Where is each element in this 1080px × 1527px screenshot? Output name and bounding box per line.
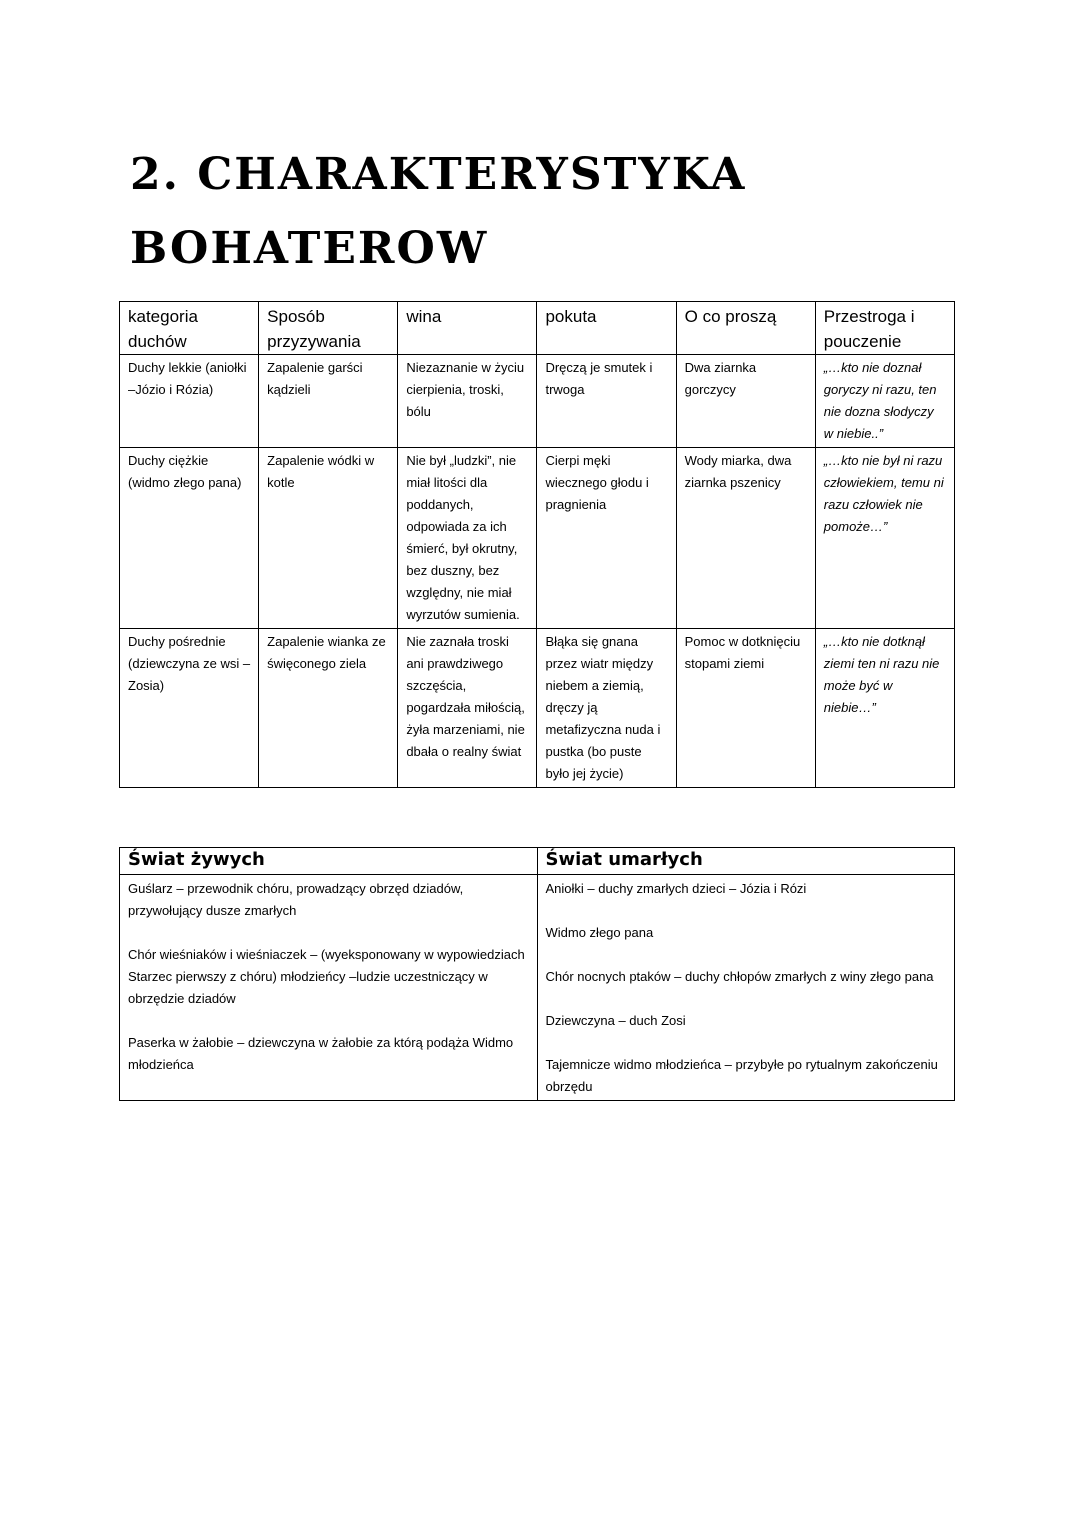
table-cell: Zapalenie wianka ze święconego ziela — [259, 629, 398, 788]
table-cell: Duchy lekkie (aniołki –Józio i Rózia) — [120, 355, 259, 448]
table-cell-quote: „…kto nie dotknął ziemi ten ni razu nie może być w niebie…” — [815, 629, 954, 788]
column-header: pokuta — [537, 302, 676, 355]
table-cell: Zapalenie garści kądzieli — [259, 355, 398, 448]
column-header: kategoria duchów — [120, 302, 259, 355]
living-world-list — [120, 875, 538, 1101]
column-header: Sposób przyzywania — [259, 302, 398, 355]
table-cell: Błąka się gnana przez wiatr między niebem a ziemią, dręczy ją metafizyczna nuda i pustka (bo puste było jej życie) — [537, 629, 676, 788]
column-header: Przestroga i pouczenie — [815, 302, 954, 355]
dead-world-list — [537, 875, 955, 1101]
table-cell-quote: „…kto nie był ni razu człowiekiem, temu ni razu człowiek nie pomoże…” — [815, 448, 954, 629]
table-cell: Duchy pośrednie (dziewczyna ze wsi – Zosia) — [120, 629, 259, 788]
dead-world-heading: Świat umarłych — [537, 848, 955, 875]
table-cell: Pomoc w dotknięciu stopami ziemi — [676, 629, 815, 788]
spirits-table — [119, 301, 955, 788]
table-cell: Cierpi męki wiecznego głodu i pragnienia — [537, 448, 676, 629]
table-cell: Nie był „ludzki”, nie miał litości dla poddanych, odpowiada za ich śmierć, był okrutny, bez duszny, bez względny, nie miał wyrzutów sumienia. — [398, 448, 537, 629]
table-header-row — [120, 848, 955, 875]
table-cell: Wody miarka, dwa ziarnka pszenicy — [676, 448, 815, 629]
table-row — [120, 629, 955, 788]
table-cell: Dwa ziarnka gorczycy — [676, 355, 815, 448]
list-item: Guślarz – przewodnik chóru, prowadzący obrzęd dziadów, przywołujący dusze zmarłych — [128, 881, 464, 918]
column-header: wina — [398, 302, 537, 355]
list-item: Dziewczyna – duch Zosi — [545, 1013, 686, 1028]
column-header: O co proszą — [676, 302, 815, 355]
living-world-heading: Świat żywych — [120, 848, 538, 875]
table-row — [120, 875, 955, 1101]
list-item: Aniołki – duchy zmarłych dzieci – Józia i Rózi — [545, 881, 807, 896]
table-row — [120, 355, 955, 448]
list-item: Chór nocnych ptaków – duchy chłopów zmarłych z winy złego pana — [545, 969, 934, 984]
page-title: 2. CHARAKTERYSTYKA BOHATEROW — [130, 149, 747, 274]
table-cell: Duchy ciężkie (widmo złego pana) — [120, 448, 259, 629]
table-cell: Niezaznanie w życiu cierpienia, troski, bólu — [398, 355, 537, 448]
table-cell: Dręczą je smutek i trwoga — [537, 355, 676, 448]
table-cell-quote: „…kto nie doznał goryczy ni razu, ten nie dozna słodyczy w niebie..” — [815, 355, 954, 448]
worlds-table — [119, 847, 955, 1101]
table-row — [120, 448, 955, 629]
list-item: Chór wieśniaków i wieśniaczek – (wyeksponowany w wypowiedziach Starzec pierwszy z chóru) młodzieńcy –ludzie uczestniczący w obrzędzie dziadów — [128, 947, 525, 1006]
list-item: Paserka w żałobie – dziewczyna w żałobie za którą podąża Widmo młodzieńca — [128, 1035, 514, 1072]
list-item: Tajemnicze widmo młodzieńca – przybyłe po rytualnym zakończeniu obrzędu — [545, 1057, 938, 1094]
list-item: Widmo złego pana — [545, 925, 654, 940]
table-header-row — [120, 302, 955, 355]
table-cell: Zapalenie wódki w kotle — [259, 448, 398, 629]
table-cell: Nie zaznała troski ani prawdziwego szczęścia, pogardzała miłością, żyła marzeniami, nie dbała o realny świat — [398, 629, 537, 788]
